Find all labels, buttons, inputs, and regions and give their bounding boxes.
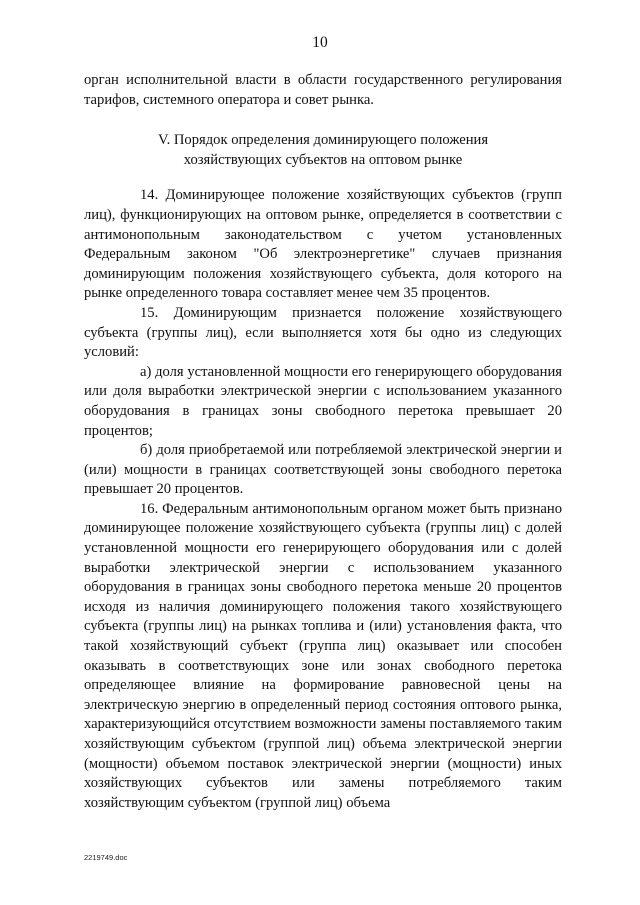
section-heading: V. Порядок определения доминирующего положения хозяйствующих субъектов на оптовом рынке	[157, 132, 489, 168]
paragraph-16: 16. Федеральным антимонопольным органом может быть признано доминирующее положение хозяйствующего субъекта (группы лиц) с долей установленной мощности его генерирующего оборудования или с долей выработки электрической энергии с использованием указанного оборудования в границах зоны свободного перетока меньше 20 процентов исходя из наличия доминирующего положения такого хозяйствующего субъекта (группы лиц) на рынках топлива и (или) установления факта, что такой хозяйствующий субъект (группа лиц) оказывает или способен оказывать в соответствующих зоне или зонах свободного перетока определяющее влияние на формирование равновесной цены на электрическую энергию в определенный период состояния оптового рынка, характеризующийся отсутствием возможности замены поставляемого таким хозяйствующим субъектом (группой лиц) объема электрической энергии (мощности) объемом поставок электрической энергии (мощности) иных хозяйствующих субъектов или замены потребляемого таким хозяйствующим субъектом (группой лиц) объема	[84, 500, 562, 811]
paragraph-14: 14. Доминирующее положение хозяйствующих субъектов (групп лиц), функционирующих на оптовом рынке, определяется в соответствии с антимонопольным законодательством с учетом установленных Федеральным законом "Об электроэнергетике" случаев признания доминирующим положения хозяйствующего субъекта, доля которого на рынке определенного товара составляет менее чем 35 процентов.	[84, 187, 562, 302]
paragraph-15: 15. Доминирующим признается положение хозяйствующего субъекта (группы лиц), если выполняется хотя бы одно из следующих условий:	[84, 304, 562, 361]
paragraph-15a: а) доля установленной мощности его генерирующего оборудования или доля выработки электрической энергии с использованием указанного оборудования в границах зоны свободного перетока превышает 20 процентов;	[84, 363, 562, 439]
footer-filename: 2219749.doc	[84, 853, 128, 862]
document-body	[84, 71, 562, 813]
paragraph-continuation: орган исполнительной власти в области государственного регулирования тарифов, системного оператора и совет рынка.	[84, 72, 562, 108]
page-number: 10	[312, 34, 328, 51]
paragraph-15b: б) доля приобретаемой или потребляемой электрической энергии и (или) мощности в границах соответствующей зоны свободного перетока превышает 20 процентов.	[84, 442, 562, 498]
